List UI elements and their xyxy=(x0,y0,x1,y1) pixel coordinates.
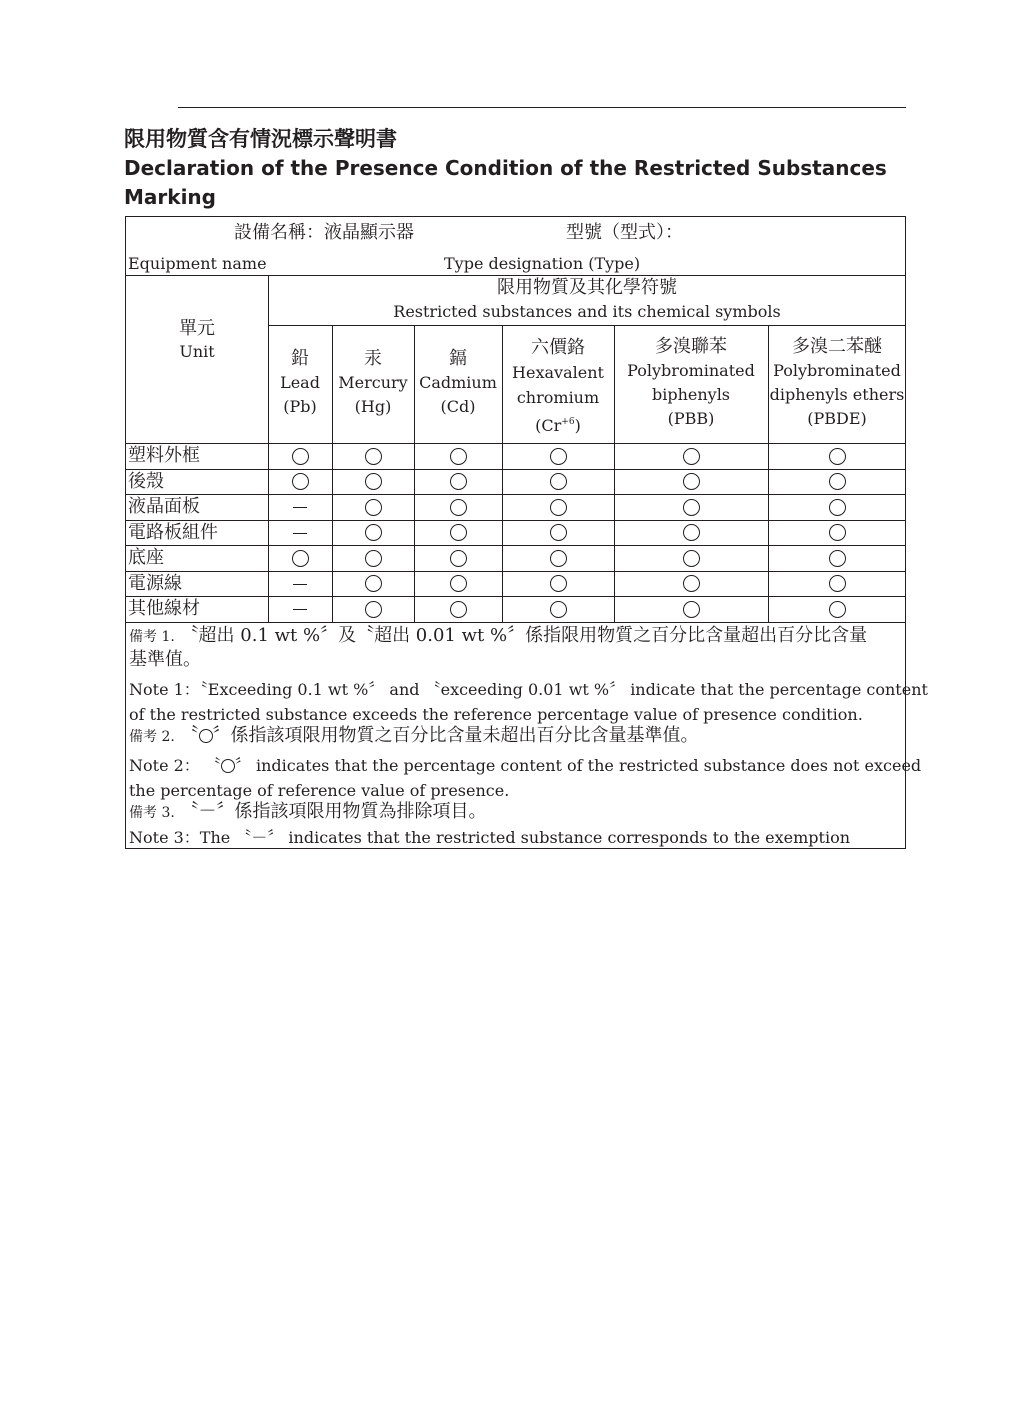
substances-group-zh: 限用物質及其化學符號 xyxy=(497,277,677,298)
note-3-zh: 備考 3. 〝－〞係指該項限用物質為排除項目。 xyxy=(129,801,487,822)
grid-line xyxy=(332,325,333,622)
unit-header-zh: 單元 xyxy=(179,318,215,339)
substance-col-pbde: 多溴二苯醚 Polybrominated diphenyls ethers (PBDE) xyxy=(769,336,905,428)
circle-mark-icon xyxy=(292,473,309,490)
dash-mark-icon xyxy=(293,507,307,508)
table-row-unit: 其他線材 xyxy=(128,598,200,619)
unit-header-en: Unit xyxy=(179,342,215,361)
circle-mark-icon xyxy=(450,499,467,516)
substance-col-cadmium: 鎘 Cadmium (Cd) xyxy=(419,348,497,416)
grid-line xyxy=(126,469,906,470)
circle-mark-icon xyxy=(683,499,700,516)
table-row-unit: 底座 xyxy=(128,547,164,568)
grid-line xyxy=(502,325,503,622)
circle-mark-icon xyxy=(550,601,567,618)
grid-line xyxy=(126,545,906,546)
circle-mark-icon xyxy=(450,524,467,541)
substances-group-en: Restricted substances and its chemical symbols xyxy=(393,302,781,321)
grid-line xyxy=(268,275,269,622)
circle-mark-icon xyxy=(550,499,567,516)
circle-mark-icon xyxy=(365,575,382,592)
dash-mark-icon xyxy=(293,533,307,534)
note-2-en-line-2: the percentage of reference value of presence. xyxy=(129,781,510,800)
circle-mark-icon xyxy=(683,601,700,618)
note-1-zh-line-2: 基準值。 xyxy=(129,649,201,670)
circle-mark-icon xyxy=(829,524,846,541)
circle-mark-icon xyxy=(550,575,567,592)
circle-mark-icon xyxy=(365,473,382,490)
substance-col-lead: 鉛 Lead (Pb) xyxy=(280,348,320,416)
circle-mark-icon xyxy=(550,448,567,465)
unit-header xyxy=(126,317,268,363)
substances-group-header xyxy=(268,275,906,323)
circle-mark-icon xyxy=(829,575,846,592)
circle-mark-icon xyxy=(829,448,846,465)
substance-col-mercury: 汞 Mercury (Hg) xyxy=(338,348,408,416)
circle-mark-icon xyxy=(292,550,309,567)
declaration-table xyxy=(125,216,928,849)
note-2-en-line-1: Note 2： 〝 〞 indicates that the percentage content of the restricted substance does not exceed xyxy=(129,756,922,775)
circle-mark-icon xyxy=(550,550,567,567)
circle-mark-icon xyxy=(450,473,467,490)
note-3-en: Note 3：The 〝－〞 indicates that the restricted substance corresponds to the exemption xyxy=(129,828,851,847)
circle-mark-icon xyxy=(550,524,567,541)
grid-line xyxy=(126,520,906,521)
circle-mark-icon xyxy=(829,550,846,567)
table-row-unit: 塑料外框 xyxy=(128,445,200,466)
circle-mark-icon xyxy=(829,499,846,516)
circle-symbol-icon xyxy=(221,759,235,773)
circle-mark-icon xyxy=(450,601,467,618)
note-1-en-line-1: Note 1：〝Exceeding 0.1 wt %〞 and 〝exceeding 0.01 wt %〞 indicate that the percentage content xyxy=(129,680,928,699)
circle-mark-icon xyxy=(683,575,700,592)
grid-line xyxy=(126,596,906,597)
circle-symbol-icon xyxy=(199,729,213,743)
circle-mark-icon xyxy=(365,448,382,465)
circle-mark-icon xyxy=(829,601,846,618)
top-rule xyxy=(178,107,906,108)
circle-mark-icon xyxy=(683,524,700,541)
grid-line xyxy=(126,622,906,623)
grid-line xyxy=(268,325,906,326)
circle-mark-icon xyxy=(683,473,700,490)
table-row-unit: 電源線 xyxy=(128,573,182,594)
grid-line xyxy=(126,443,906,444)
table-row-unit: 電路板組件 xyxy=(128,522,218,543)
document-heading xyxy=(124,124,914,212)
type-designation-en: Type designation (Type) xyxy=(444,254,641,273)
grid-line xyxy=(768,325,769,622)
grid-line xyxy=(414,325,415,622)
grid-line xyxy=(614,325,615,622)
circle-mark-icon xyxy=(683,550,700,567)
grid-line xyxy=(126,494,906,495)
note-2-zh: 備考 2. 〝 〞係指該項限用物質之百分比含量未超出百分比含量基準值。 xyxy=(129,725,699,746)
note-1-en-line-2: of the restricted substance exceeds the reference percentage value of presence condition. xyxy=(129,705,863,724)
equipment-name-en: Equipment name xyxy=(128,254,267,273)
circle-mark-icon xyxy=(450,448,467,465)
dash-mark-icon xyxy=(293,584,307,585)
circle-mark-icon xyxy=(365,550,382,567)
table-row-unit: 後殼 xyxy=(128,471,164,492)
circle-mark-icon xyxy=(292,448,309,465)
title-zh: 限用物質含有情況標示聲明書 xyxy=(124,127,397,151)
circle-mark-icon xyxy=(365,601,382,618)
circle-mark-icon xyxy=(683,448,700,465)
table-row-unit: 液晶面板 xyxy=(128,496,200,517)
substance-col-hexavalent-chromium: 六價鉻 Hexavalent chromium $(Cr^{+6})$ xyxy=(512,337,604,435)
circle-mark-icon xyxy=(550,473,567,490)
circle-mark-icon xyxy=(365,524,382,541)
dash-mark-icon xyxy=(293,609,307,610)
substance-col-pbb: 多溴聯苯 Polybrominated biphenyls (PBB) xyxy=(627,336,755,428)
circle-mark-icon xyxy=(450,575,467,592)
title-en: Declaration of the Presence Condition of the Restricted Substances Marking xyxy=(124,156,887,209)
circle-mark-icon xyxy=(365,499,382,516)
type-designation-zh: 型號（型式）： xyxy=(566,222,683,243)
note-1-zh-line-1: 備考 1. 〝超出 0.1 wt %〞及〝超出 0.01 wt %〞係指限用物質之百分比含量超出百分比含量 xyxy=(129,625,868,646)
equipment-name-zh: 設備名稱：液晶顯示器 xyxy=(234,222,414,243)
circle-mark-icon xyxy=(450,550,467,567)
grid-line xyxy=(126,571,906,572)
circle-mark-icon xyxy=(829,473,846,490)
